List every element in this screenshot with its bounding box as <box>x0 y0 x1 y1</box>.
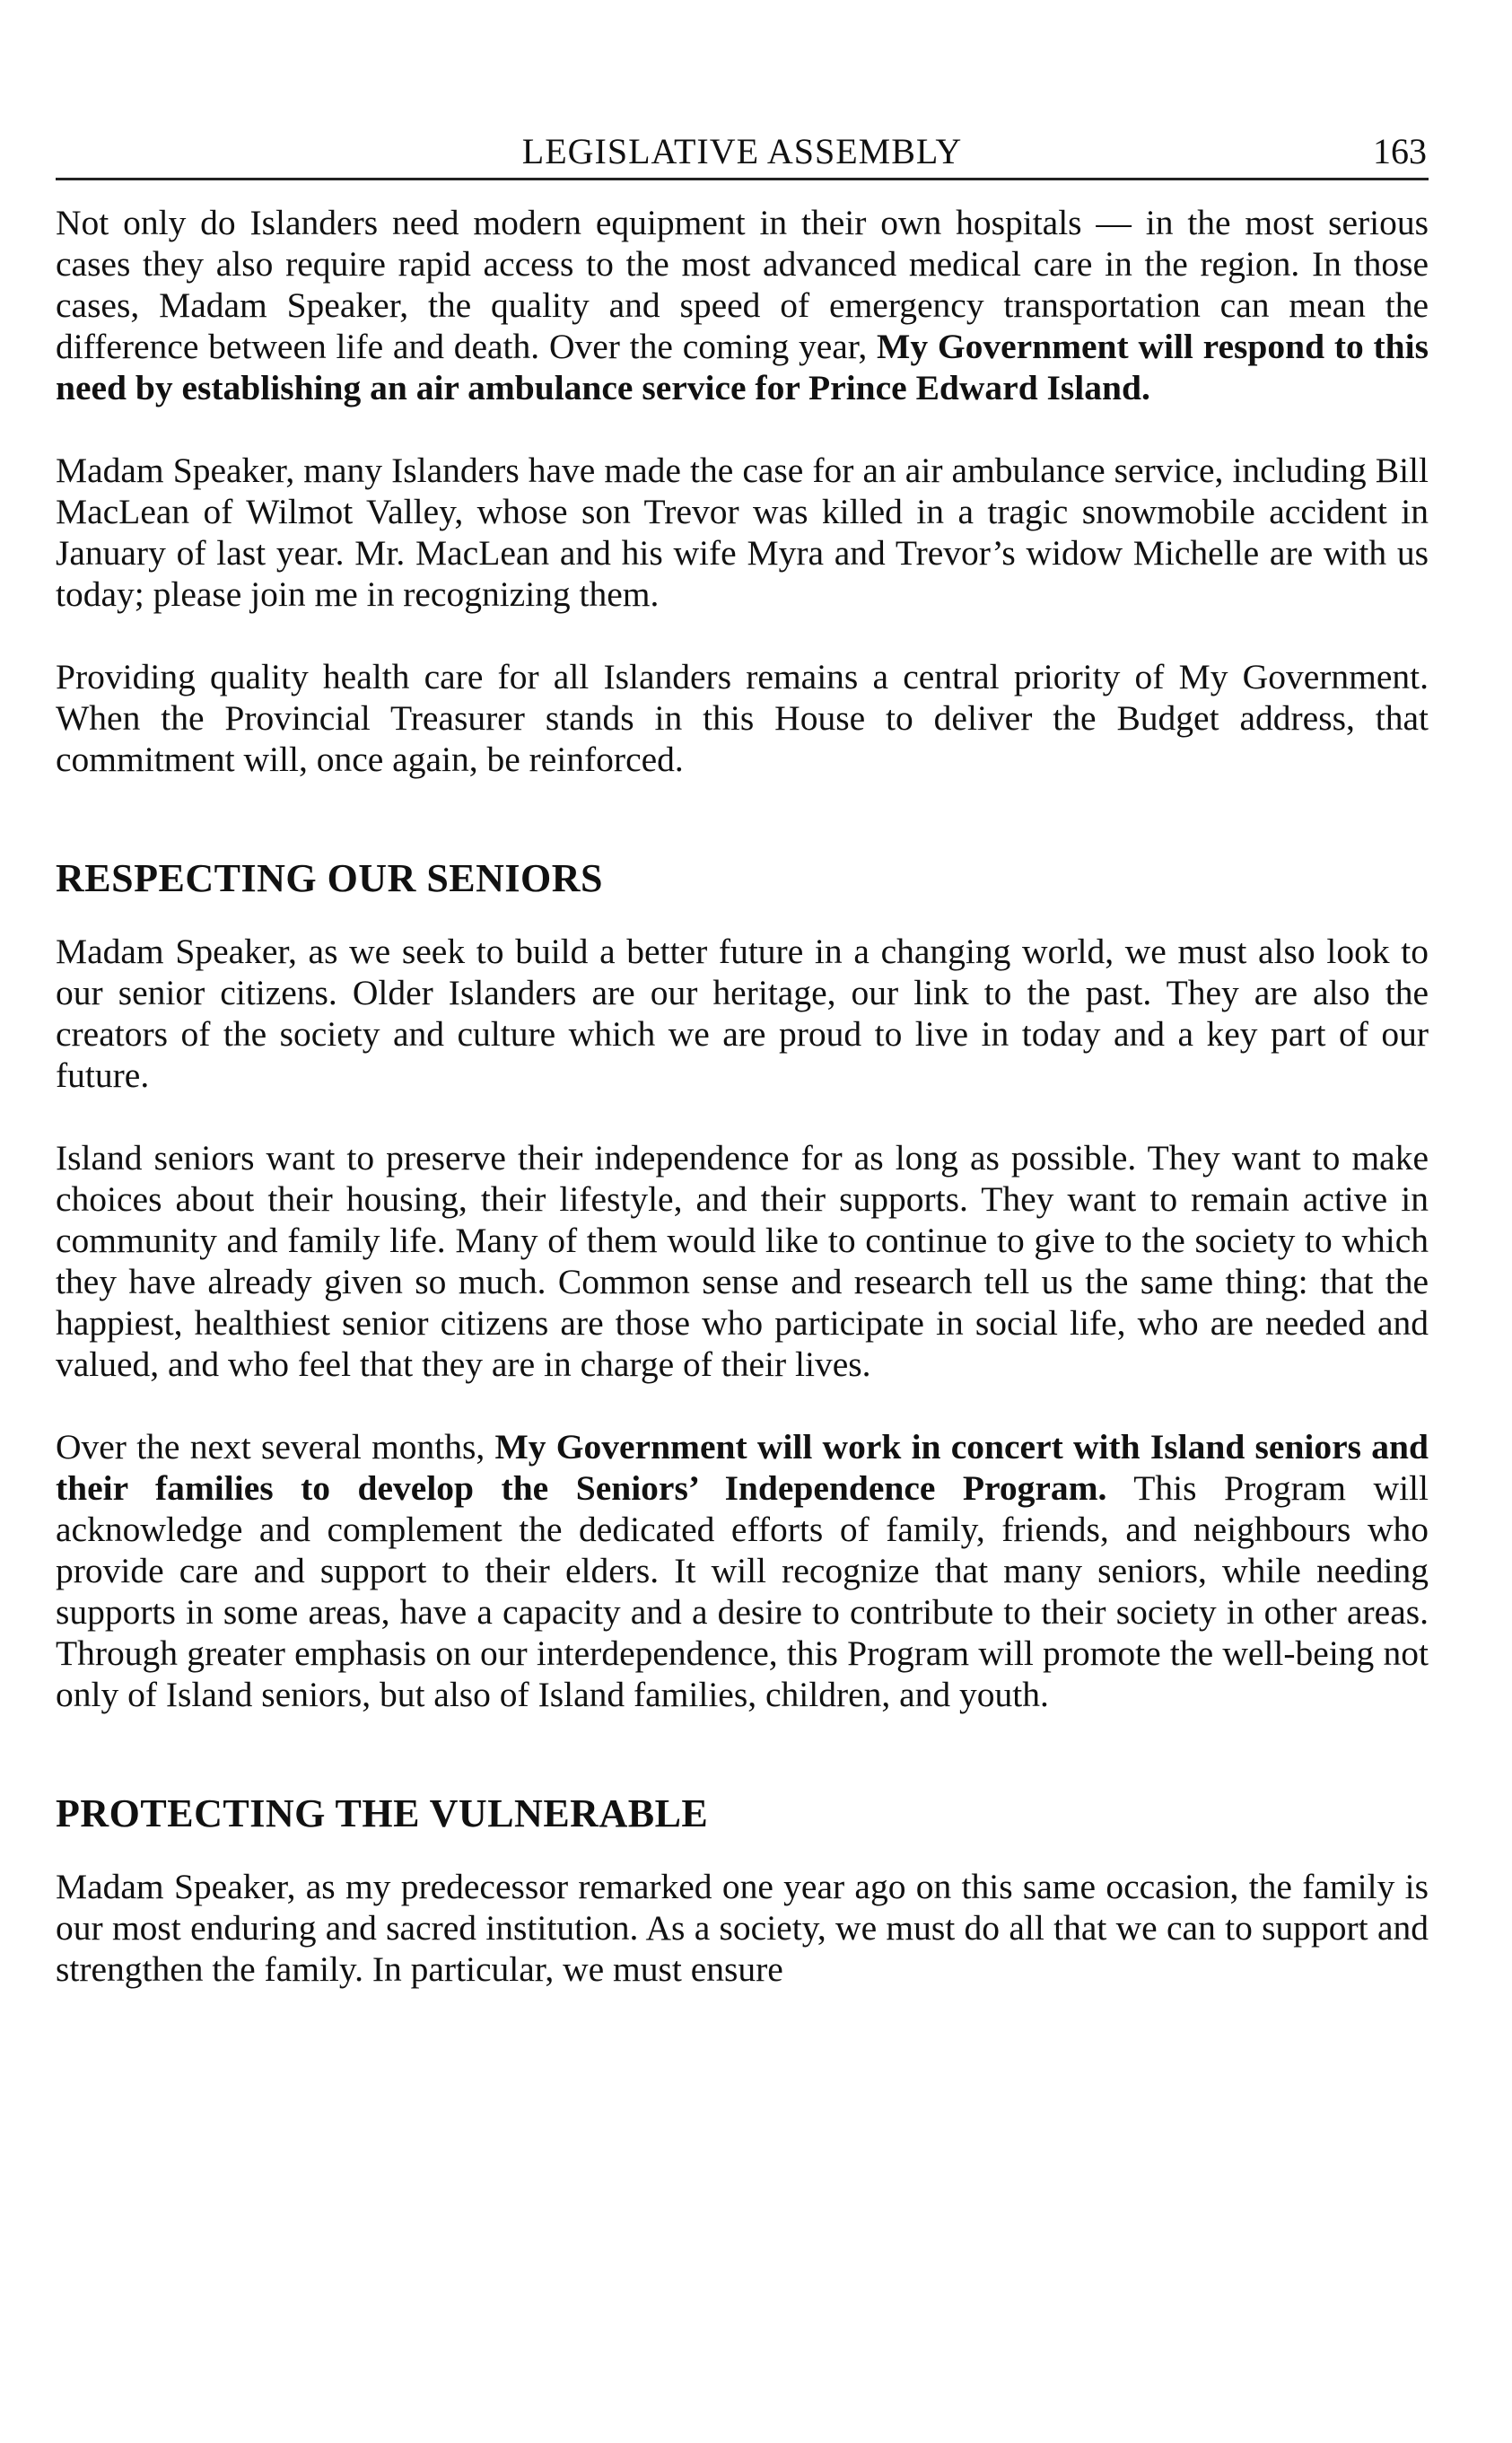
bold-commitment: My Government will respond to this need by establishing an air ambulance service for Prince Edward Island. <box>56 327 1429 407</box>
paragraph-air-ambulance <box>56 202 1429 408</box>
paragraph-seniors-program <box>56 1426 1429 1715</box>
paragraph-text: Not only do Islanders need modern equipment in their own hospitals — in the most serious cases they also require rapid access to the most advanced medical care in the region. In those cases, Madam Speaker, the quality and speed of emergency transportation can mean the difference between life and death. Over the coming year, <box>56 203 1429 366</box>
paragraph-text: Over the next several months, <box>56 1427 495 1467</box>
bold-commitment: My Government will work in concert with Island seniors and their families to develop the Seniors’ Independence Program. <box>56 1427 1429 1508</box>
paragraph-seniors-independence: Island seniors want to preserve their independence for as long as possible. They want to make choices about their housing, their lifestyle, and their supports. They want to remain active in community and family life. Many of them would like to continue to give to the society to which they have already given so much. Common sense and research tell us the same thing: that the happiest, healthiest senior citizens are those who participate in social life, who are needed and valued, and who feel that they are in charge of their lives. <box>56 1138 1429 1384</box>
document-page <box>56 126 1429 2031</box>
paragraph-family-institution: Madam Speaker, as my predecessor remarked one year ago on this same occasion, the family is our most enduring and sacred institution. As a society, we must do all that we can to support and strengthen the family. In particular, we must ensure <box>56 1867 1429 1989</box>
running-header <box>56 126 1429 180</box>
running-header-title: LEGISLATIVE ASSEMBLY <box>521 131 963 171</box>
section-heading-seniors: RESPECTING OUR SENIORS <box>56 856 604 900</box>
paragraph-text: This Program will acknowledge and complement the dedicated efforts of family, friends, and neighbours who provide care and support to their elders. It will recognize that many seniors, while needing supports in some areas, have a capacity and a desire to contribute to their society in other areas. Through greater emphasis on our interdependence, this Program will promote the well-being not only of Island seniors, but also of Island families, children, and youth. <box>56 1468 1429 1714</box>
paragraph-maclean-family: Madam Speaker, many Islanders have made the case for an air ambulance service, including Bill MacLean of Wilmot Valley, whose son Trevor was killed in a tragic snowmobile accident in January of last year. Mr. MacLean and his wife Myra and Trevor’s widow Michelle are with us today; please join me in recognizing them. <box>56 451 1429 614</box>
paragraph-seniors-intro: Madam Speaker, as we seek to build a better future in a changing world, we must also look to our senior citizens. Older Islanders are our heritage, our link to the past. They are also the creators of the society and culture which we are proud to live in today and a key part of our future. <box>56 932 1429 1095</box>
page-number: 163 <box>1373 131 1427 171</box>
paragraph-health-care-priority: Providing quality health care for all Islanders remains a central priority of My Government. When the Provincial Treasurer stands in this House to deliver the Budget address, that commitment will, once again, be reinforced. <box>56 657 1429 779</box>
section-heading-vulnerable: PROTECTING THE VULNERABLE <box>56 1791 709 1835</box>
